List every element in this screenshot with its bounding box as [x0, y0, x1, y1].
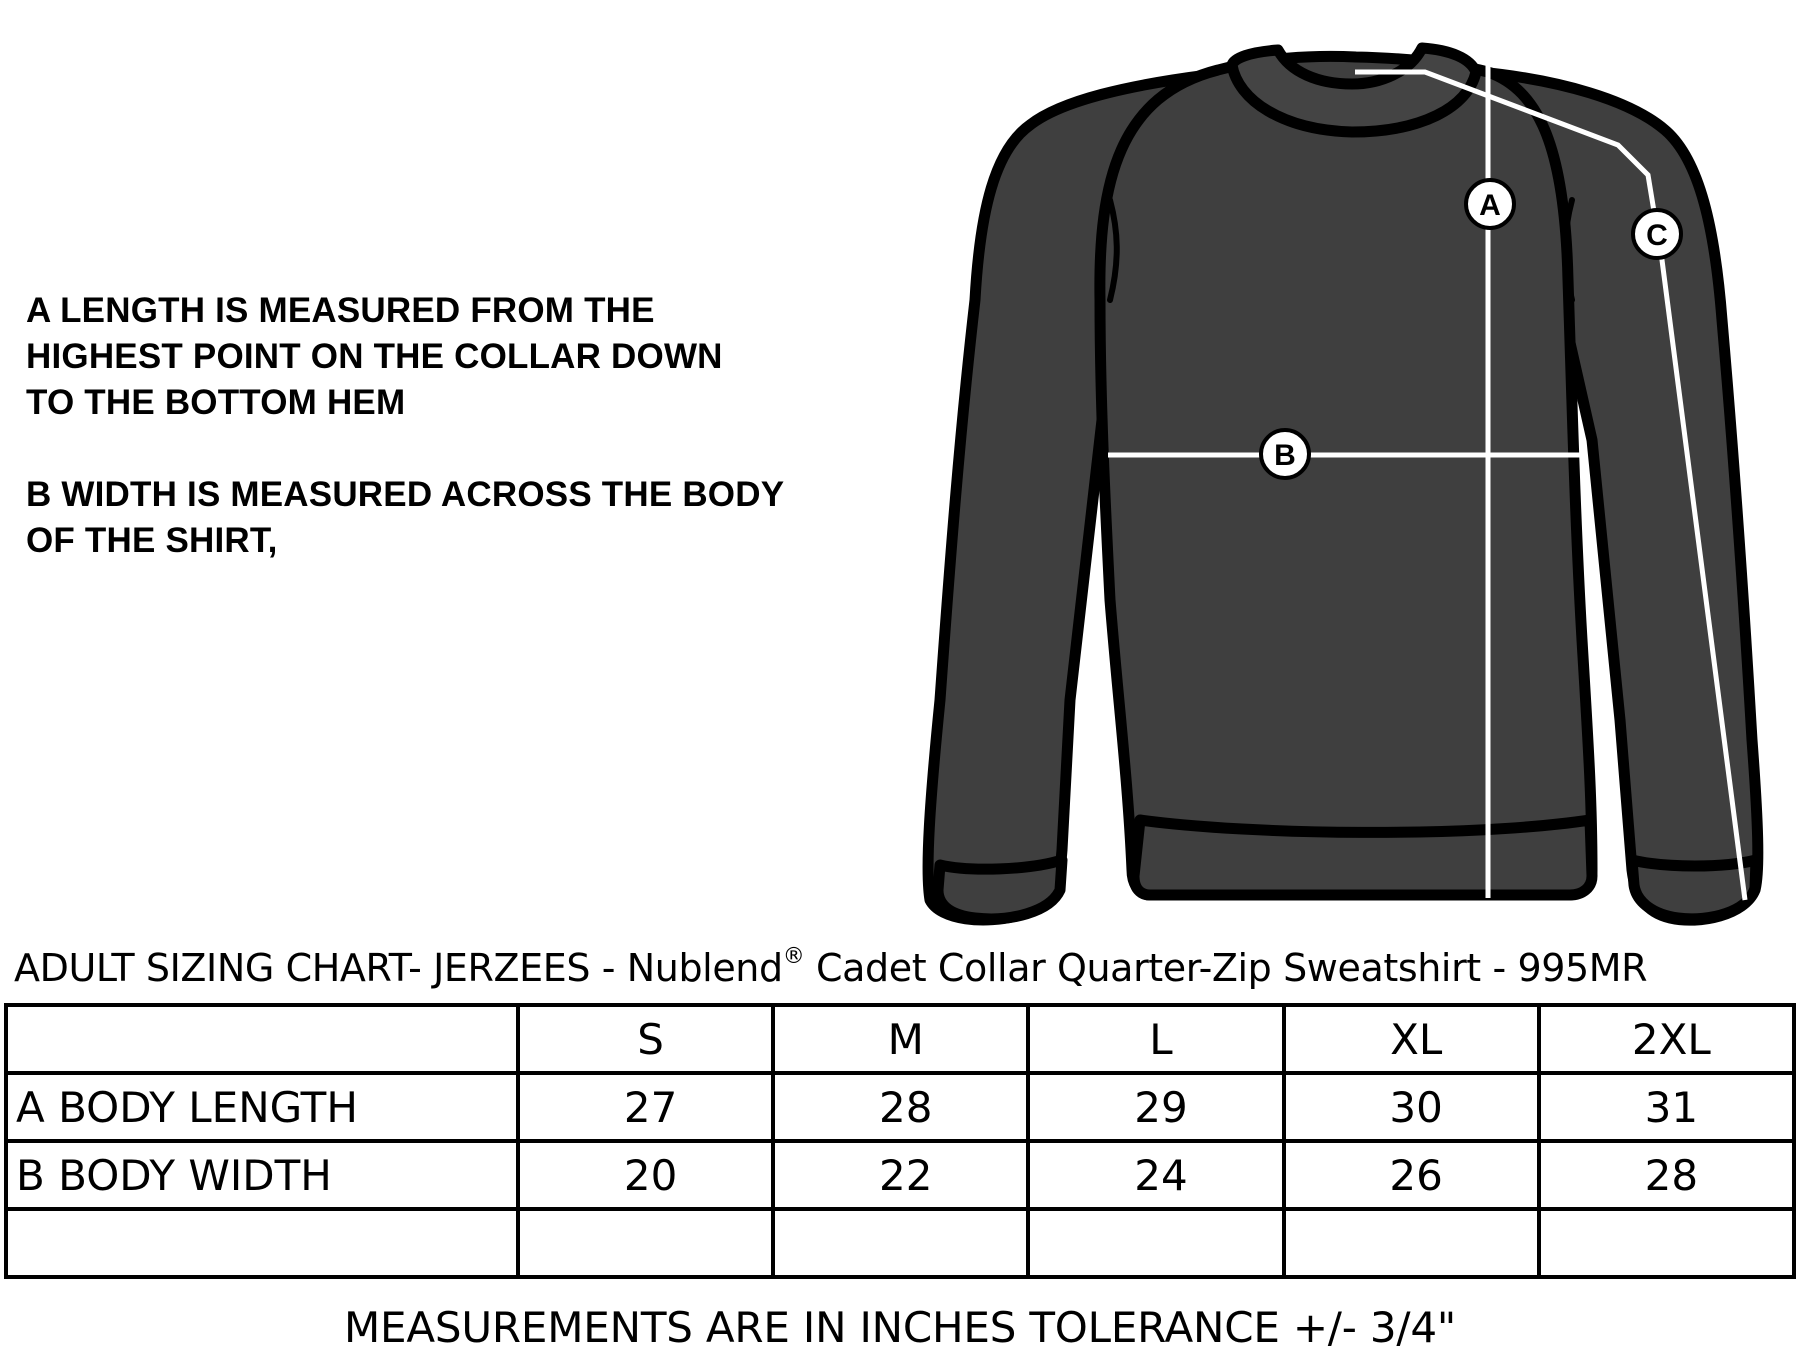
header-cell-l: L — [1028, 1005, 1283, 1073]
measurement-notes — [26, 288, 906, 564]
marker-c-label: C — [1646, 219, 1668, 252]
table-cell: 31 — [1539, 1073, 1794, 1141]
chart-title-rest: Cadet Collar Quarter-Zip Sweatshirt - 995MR — [804, 946, 1648, 990]
sweatshirt-illustration — [928, 48, 1758, 920]
table-cell: 30 — [1284, 1073, 1539, 1141]
table-cell: 29 — [1028, 1073, 1283, 1141]
table-row-body-width — [6, 1141, 1794, 1209]
table-row-body-length — [6, 1073, 1794, 1141]
registered-mark: ® — [782, 944, 805, 969]
right-cuff — [1632, 860, 1756, 919]
sizing-table — [4, 1003, 1796, 1279]
header-cell-m: M — [773, 1005, 1028, 1073]
header-cell-s: S — [518, 1005, 773, 1073]
marker-a — [1466, 180, 1514, 228]
left-cuff — [938, 860, 1062, 919]
sweatshirt-diagram — [900, 30, 1800, 940]
table-cell — [6, 1209, 518, 1277]
sweatshirt-body — [1100, 56, 1592, 895]
waistband — [1134, 820, 1592, 895]
row-label-body-length: A BODY LENGTH — [6, 1073, 518, 1141]
table-cell: 20 — [518, 1141, 773, 1209]
table-cell — [518, 1209, 773, 1277]
row-label-body-width: B BODY WIDTH — [6, 1141, 518, 1209]
note-length: A LENGTH IS MEASURED FROM THE HIGHEST POINT ON THE COLLAR DOWN TO THE BOTTOM HEM — [26, 291, 723, 422]
chart-title-main: ADULT SIZING CHART- JERZEES - Nublend — [14, 946, 783, 990]
marker-b-label: B — [1274, 439, 1296, 472]
marker-c — [1633, 210, 1681, 258]
table-cell — [773, 1209, 1028, 1277]
table-cell: 28 — [773, 1073, 1028, 1141]
table-cell — [1284, 1209, 1539, 1277]
note-width: B WIDTH IS MEASURED ACROSS THE BODY OF THE SHIRT, — [26, 475, 785, 560]
marker-a-label: A — [1479, 189, 1501, 222]
table-cell: 26 — [1284, 1141, 1539, 1209]
header-cell-2xl: 2XL — [1539, 1005, 1794, 1073]
marker-b — [1261, 430, 1309, 478]
table-cell — [1539, 1209, 1794, 1277]
header-cell-blank — [6, 1005, 518, 1073]
table-cell — [1028, 1209, 1283, 1277]
header-row — [6, 1005, 1794, 1073]
table-cell: 27 — [518, 1073, 773, 1141]
tolerance-note: MEASUREMENTS ARE IN INCHES TOLERANCE +/- 3/4" — [344, 1303, 1456, 1352]
chart-title — [14, 942, 1794, 994]
table-cell: 22 — [773, 1141, 1028, 1209]
table-row-empty — [6, 1209, 1794, 1277]
table-cell: 24 — [1028, 1141, 1283, 1209]
table-cell: 28 — [1539, 1141, 1794, 1209]
header-cell-xl: XL — [1284, 1005, 1539, 1073]
